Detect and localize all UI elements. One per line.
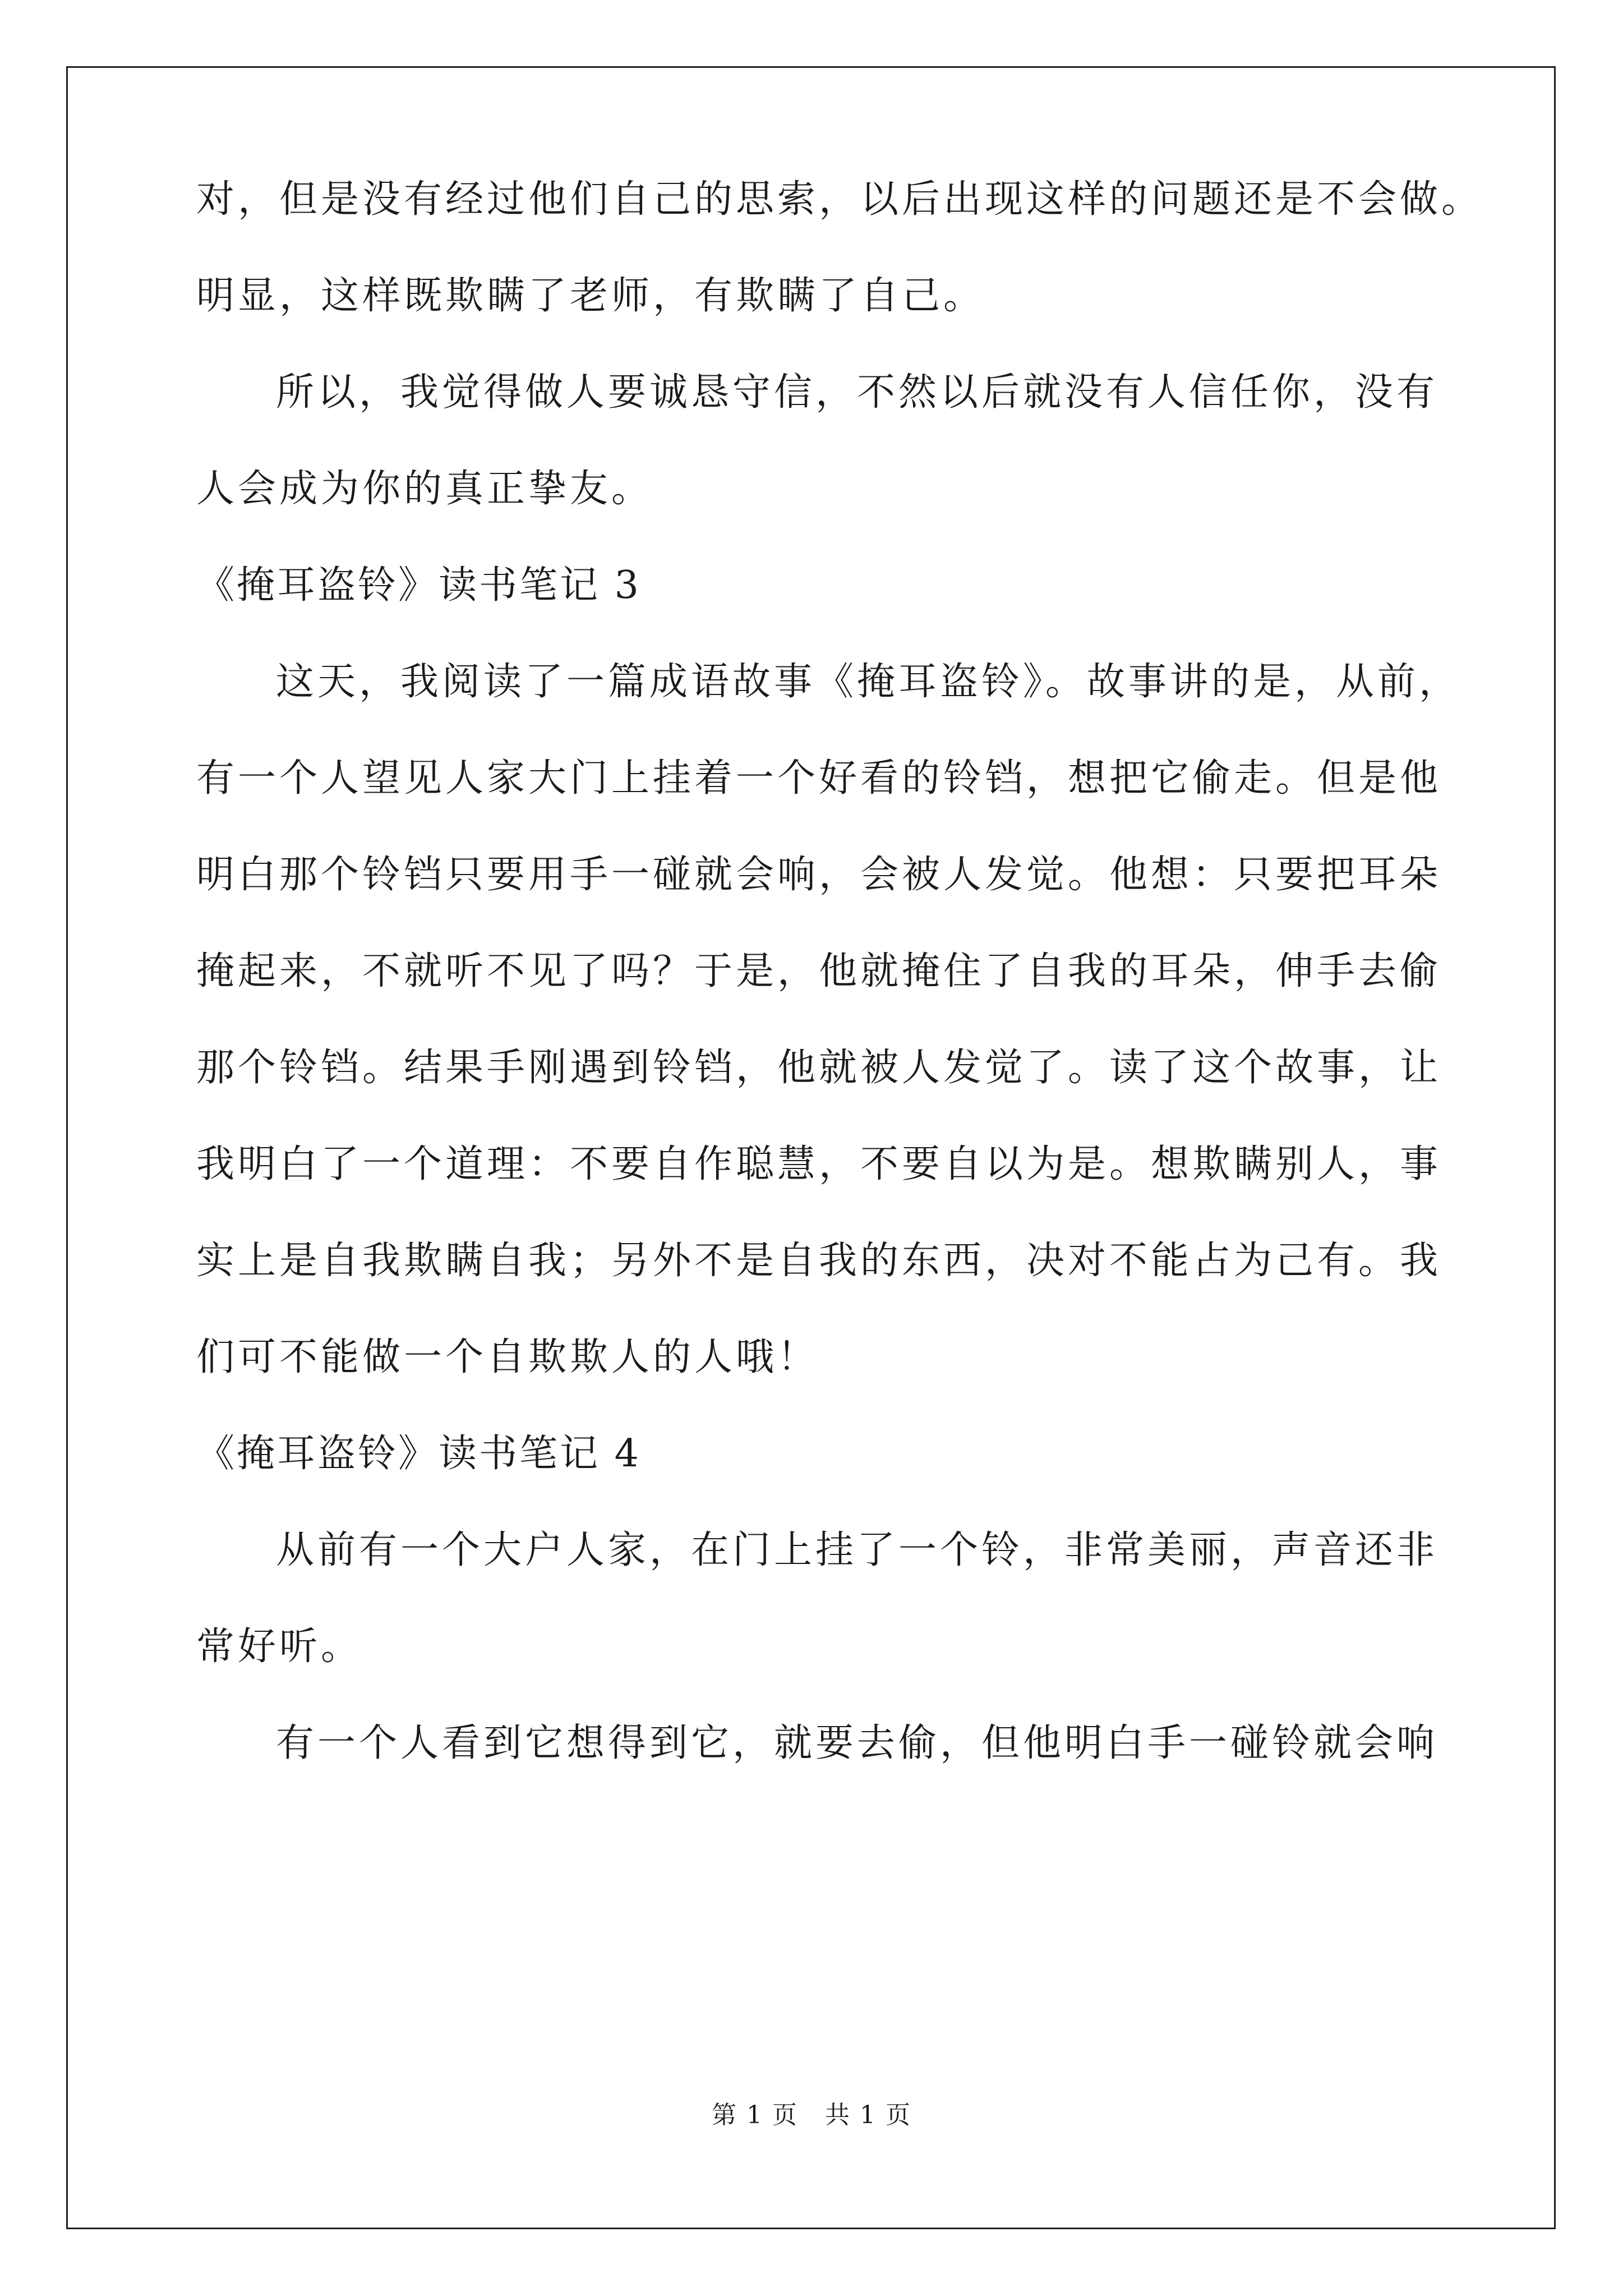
paragraph-line: 我明白了一个道理：不要自作聪慧，不要自以为是。想欺瞒别人，事: [196, 1142, 1442, 1186]
paragraph-line: 有一个人望见人家大门上挂着一个好看的铃铛，想把它偷走。但是他: [196, 756, 1442, 800]
paragraph-line: 掩起来，不就听不见了吗？于是，他就掩住了自我的耳朵，伸手去偷: [196, 949, 1442, 993]
paragraph-line: 明显，这样既欺瞒了老师，有欺瞒了自己。: [196, 274, 985, 318]
paragraph-line: 们可不能做一个自欺欺人的人哦！: [196, 1335, 819, 1379]
paragraph-line: 从前有一个大户人家，在门上挂了一个铃，非常美丽，声音还非: [276, 1528, 1438, 1572]
document-body: [196, 177, 1483, 1821]
paragraph-line: 那个铃铛。结果手刚遇到铃铛，他就被人发觉了。读了这个故事，让: [196, 1046, 1442, 1090]
paragraph-line: 有一个人看到它想得到它，就要去偷，但他明白手一碰铃就会响: [276, 1721, 1438, 1765]
paragraph-line: 所以，我觉得做人要诚恳守信，不然以后就没有人信任你，没有: [276, 370, 1438, 415]
paragraph-line: 实上是自我欺瞒自我；另外不是自我的东西，决对不能占为己有。我: [196, 1239, 1442, 1283]
page-number-footer: 第 1 页 共 1 页: [712, 2101, 911, 2129]
section-heading: 《掩耳盗铃》读书笔记 4: [196, 1432, 641, 1476]
section-heading: 《掩耳盗铃》读书笔记 3: [196, 563, 641, 608]
paragraph-line: 对，但是没有经过他们自己的思索，以后出现这样的问题还是不会做。: [196, 177, 1483, 222]
paragraph-line: 人会成为你的真正挚友。: [196, 467, 653, 511]
paragraph-line: 这天，我阅读了一篇成语故事《掩耳盗铃》。故事讲的是，从前，: [276, 660, 1461, 704]
paragraph-line: 常好听。: [196, 1625, 363, 1669]
paragraph-line: 明白那个铃铛只要用手一碰就会响，会被人发觉。他想：只要把耳朵: [196, 853, 1442, 897]
